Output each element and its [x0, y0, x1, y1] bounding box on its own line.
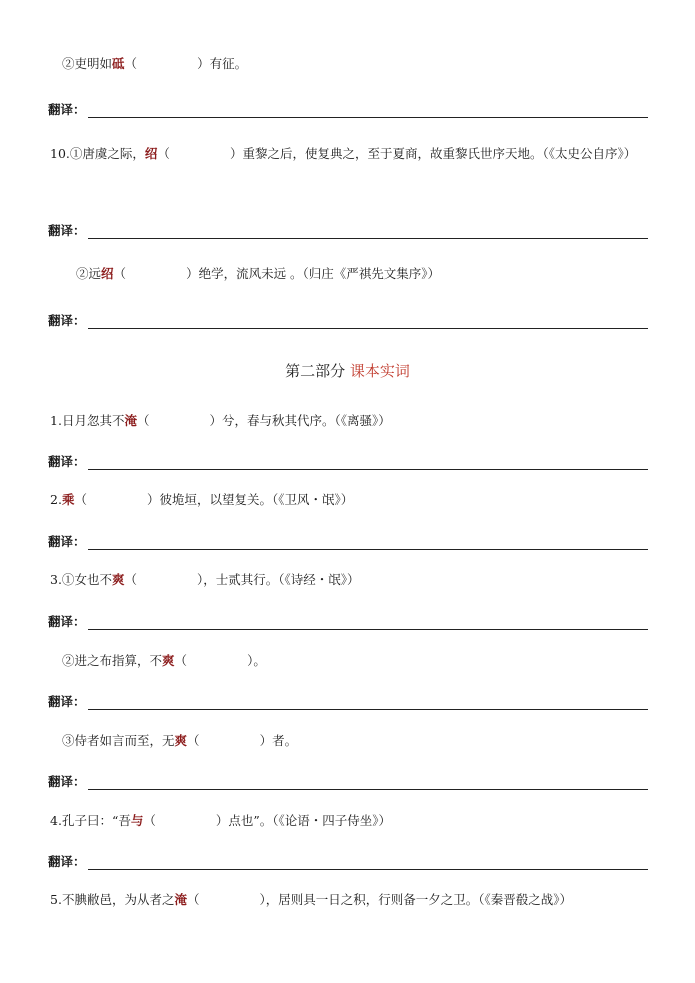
translation-underline[interactable]: [88, 697, 648, 710]
translation-line[interactable]: [48, 692, 648, 712]
section-title-prefix: 第二部分: [285, 362, 346, 380]
translation-label: 翻译：: [48, 854, 86, 869]
paren-open: （: [157, 146, 170, 161]
translation-line[interactable]: [48, 311, 648, 331]
question-number: 2.: [50, 492, 62, 507]
translation-underline[interactable]: [88, 537, 648, 550]
question-2: [50, 490, 655, 510]
paren-close: ）: [146, 492, 160, 507]
question-1: [50, 411, 655, 431]
question-number: 10.①: [50, 146, 83, 161]
question-3-2: [62, 651, 655, 671]
question-text-pre: 唐虞之际，: [82, 146, 145, 161]
paren-open: （: [186, 892, 200, 907]
question-number: 5.: [50, 892, 62, 907]
question-text-pre: 吏明如: [74, 56, 113, 71]
paren-open: （: [124, 572, 137, 587]
question-text-pre: 不腆敝邑，为从者之: [61, 892, 175, 907]
question-text-post: 有征。: [209, 56, 248, 71]
section-title: [0, 360, 695, 382]
question-text-post: 重黎之后，使复典之，至于夏商，故重黎氏世序天地。（《太史公自序》）: [242, 146, 637, 161]
translation-line[interactable]: [48, 612, 648, 632]
keyword: 绍: [101, 266, 114, 281]
question-number: 1.: [50, 413, 62, 428]
paren-close: ）: [186, 266, 199, 281]
translation-line[interactable]: [48, 221, 648, 241]
question-10-1: [50, 140, 655, 168]
translation-label: 翻译：: [48, 454, 86, 469]
paren-open: （: [124, 56, 138, 71]
translation-underline[interactable]: [88, 857, 648, 870]
keyword: 爽: [162, 653, 175, 668]
question-3-1: [50, 570, 655, 590]
question-number: 3.①: [50, 572, 75, 587]
question-10-2: [76, 264, 655, 284]
question-9-2: [62, 54, 655, 74]
translation-underline[interactable]: [88, 226, 648, 239]
question-text-pre: 日月忽其不: [61, 413, 125, 428]
translation-line[interactable]: [48, 452, 648, 472]
question-text-post: ，居则具一日之积，行则备一夕之卫。（《秦晋殽之战》）: [265, 892, 573, 907]
translation-label: 翻译：: [48, 313, 86, 328]
translation-label: 翻译：: [48, 614, 86, 629]
question-text-post: 绝学，流风未远 。（归庄《严祺先文集序》）: [198, 266, 441, 281]
keyword: 砥: [112, 56, 125, 71]
paren-open: （: [143, 813, 156, 828]
paren-close: ）: [215, 813, 229, 828]
paren-close: ）: [259, 733, 273, 748]
paren-close: ）: [196, 572, 204, 587]
paren-open: （: [187, 733, 200, 748]
translation-underline[interactable]: [88, 316, 648, 329]
section-title-highlight: 课本实词: [349, 362, 410, 380]
paren-close: ）: [197, 56, 210, 71]
question-4: [50, 811, 655, 831]
question-text-post: 彼垝垣，以望复关。（《卫风・氓》）: [159, 492, 354, 507]
keyword: 乘: [61, 492, 75, 507]
translation-line[interactable]: [48, 100, 648, 120]
translation-label: 翻译：: [48, 102, 86, 117]
question-text-post: 。: [253, 653, 266, 668]
translation-label: 翻译：: [48, 534, 86, 549]
question-text-pre: 侍者如言而至，无: [74, 733, 175, 748]
translation-label: 翻译：: [48, 774, 86, 789]
question-number: ②: [76, 266, 89, 281]
question-3-3: [62, 731, 655, 751]
question-text-pre: 女也不: [74, 572, 112, 587]
translation-line[interactable]: [48, 772, 648, 792]
question-5: [50, 890, 655, 910]
question-number: ②: [62, 56, 75, 71]
translation-label: 翻译：: [48, 694, 86, 709]
translation-underline[interactable]: [88, 777, 648, 790]
question-number: 4.: [50, 813, 62, 828]
translation-line[interactable]: [48, 532, 648, 552]
question-number: ③: [62, 733, 75, 748]
paren-close: ）: [259, 892, 266, 907]
question-text-pre: 远: [88, 266, 102, 281]
question-text-post: 者。: [272, 733, 298, 748]
question-number: ②: [62, 653, 75, 668]
question-text-post: ，士贰其行。（《诗经・氓》）: [203, 572, 360, 587]
question-text-post: 兮，春与秋其代序。（《离骚》）: [222, 413, 391, 428]
keyword: 爽: [111, 572, 125, 587]
paren-close: ）: [229, 146, 243, 161]
translation-underline[interactable]: [88, 617, 648, 630]
paren-close: ）: [209, 413, 222, 428]
translation-underline[interactable]: [88, 457, 648, 470]
question-text-pre: 进之布指算，不: [74, 653, 163, 668]
keyword: 爽: [174, 733, 188, 748]
question-text-pre: 孔子曰：“吾: [61, 813, 131, 828]
paren-open: （: [74, 492, 87, 507]
translation-line[interactable]: [48, 852, 648, 872]
translation-underline[interactable]: [88, 105, 648, 118]
paren-open: （: [174, 653, 188, 668]
paren-open: （: [136, 413, 150, 428]
keyword: 淹: [174, 892, 187, 907]
translation-label: 翻译：: [48, 223, 86, 238]
keyword: 绍: [144, 146, 158, 161]
keyword: 淹: [124, 413, 137, 428]
paren-open: （: [113, 266, 127, 281]
question-text-post: 点也”。（《论语・四子侍坐》）: [228, 813, 392, 828]
paren-close: ）: [247, 653, 254, 668]
keyword: 与: [130, 813, 144, 828]
